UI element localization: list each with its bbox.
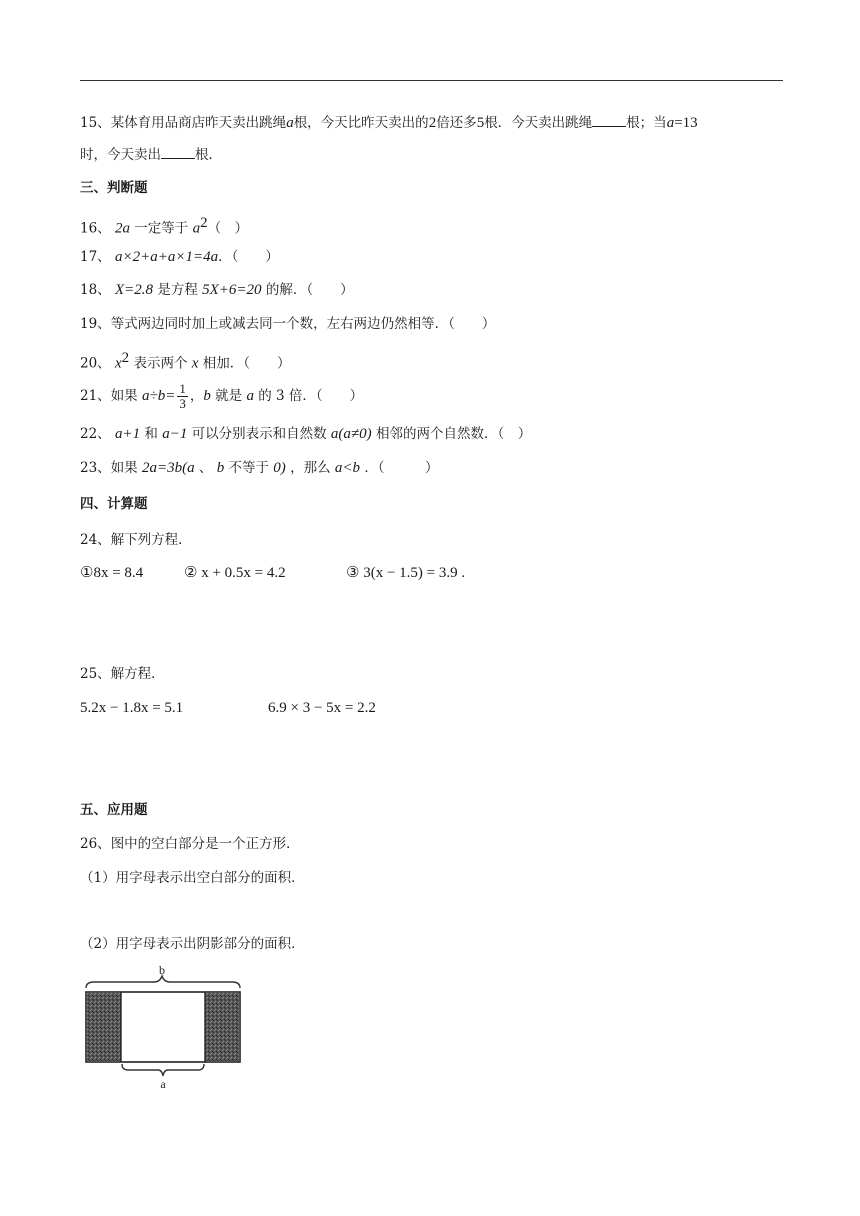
math-var: a: [246, 388, 254, 404]
math-expr: a<b: [334, 460, 361, 476]
sub-question-1: （1）用字母表示出空白部分的面积．: [80, 870, 305, 886]
question-number: 23、: [80, 460, 111, 476]
text: 如果: [110, 388, 138, 404]
text: ，: [189, 388, 204, 404]
answer-paren[interactable]: 的解．（ ）: [265, 282, 354, 298]
section-title: 三、判断题: [80, 180, 148, 196]
math-var: x: [114, 355, 122, 372]
text: 、: [198, 460, 213, 476]
math-expr: 2a=3b(a: [141, 460, 195, 476]
right-shaded-region: [205, 993, 239, 1061]
question-number: 22、: [80, 426, 111, 442]
value: =13: [674, 115, 698, 131]
question-number: 15、: [80, 115, 111, 131]
question-number: 26、: [80, 836, 111, 852]
question-22: [80, 424, 531, 444]
sub-question-2: （2）用字母表示出阴影部分的面积．: [80, 936, 305, 952]
math-expr: 0): [273, 460, 286, 476]
question-21: [80, 378, 363, 414]
question-number: 20、: [80, 355, 111, 372]
answer-paren[interactable]: 的 3 倍．（ ）: [258, 388, 364, 404]
question-number: 21、: [80, 388, 111, 404]
question-16: [80, 213, 248, 239]
var-a: a: [286, 115, 294, 131]
label-b: b: [159, 966, 165, 977]
question-24: [80, 530, 192, 550]
label-a: a: [160, 1077, 166, 1091]
math-expr: a(a≠0): [330, 426, 372, 442]
denominator: 3: [179, 396, 186, 411]
left-shaded-region: [87, 993, 121, 1061]
text: 和: [144, 426, 158, 442]
equation: 5.2x − 1.8x = 5.1: [80, 700, 184, 716]
square-rectangle-figure: [82, 966, 246, 1092]
math-var: b: [203, 388, 211, 404]
section-title: 四、计算题: [80, 496, 148, 512]
text: 时，今天卖出: [80, 147, 161, 163]
text: 不等于: [228, 460, 269, 476]
question-15-line1: [80, 112, 698, 133]
answer-paren[interactable]: ．（ ）: [364, 460, 439, 476]
question-23: [80, 458, 439, 478]
header-rule: [80, 80, 783, 81]
math-expr: 2a: [114, 220, 130, 237]
math-expr: 5X+6=20: [202, 282, 262, 298]
text: 是方程: [157, 282, 198, 298]
question-20: [80, 348, 290, 374]
exponent: 2: [200, 215, 208, 231]
question-number: 24、: [80, 532, 111, 548]
math-var: a: [192, 220, 201, 237]
text: 某体育用品商店昨天卖出跳绳: [110, 115, 287, 131]
text: 根，今天比昨天卖出的: [293, 115, 429, 131]
equation: ② x + 0.5x = 4.2: [184, 565, 286, 581]
question-15-line2: [80, 144, 222, 165]
math-expr: a+1: [114, 426, 141, 442]
number: 2: [428, 115, 437, 131]
equation: ③ 3(x − 1.5) = 3.9 .: [346, 565, 466, 581]
exponent: 2: [121, 350, 130, 366]
answer-paren[interactable]: （ ）: [207, 220, 249, 237]
text: 解方程．: [110, 666, 165, 682]
text: 根．: [195, 147, 222, 163]
question-number: 25、: [80, 666, 111, 682]
equation: 6.9 × 3 − 5x = 2.2: [268, 700, 376, 716]
answer-paren[interactable]: ．（ ）: [218, 249, 279, 265]
figure-svg: [82, 966, 246, 1092]
numerator: 1: [179, 381, 186, 396]
text: 可以分别表示和自然数: [191, 426, 327, 442]
question-19: [80, 314, 495, 334]
text: 解下列方程．: [110, 532, 192, 548]
question-26: [80, 834, 300, 854]
var-a: a: [666, 115, 675, 131]
math-var: x: [191, 355, 199, 372]
question-number: 16、: [80, 220, 111, 237]
text: 表示两个: [133, 355, 188, 372]
math-var: b: [216, 460, 225, 476]
question-18: [80, 280, 354, 300]
question-17: [80, 247, 279, 267]
answer-blank[interactable]: [161, 144, 195, 159]
text: 图中的空白部分是一个正方形．: [110, 836, 300, 852]
math-expr: X=2.8: [114, 282, 154, 298]
question-number: 18、: [80, 282, 111, 298]
text: 根；当: [626, 115, 667, 131]
text: ，那么: [290, 460, 331, 476]
math-expr: a−1: [162, 426, 188, 442]
text: 根．今天卖出跳绳: [484, 115, 593, 131]
fraction: [177, 382, 188, 411]
number: 5: [476, 115, 485, 131]
bottom-brace: [122, 1064, 204, 1076]
text: 如果: [110, 460, 138, 476]
question-25: [80, 664, 165, 684]
text: 就是: [215, 388, 243, 404]
answer-paren[interactable]: 相加．（ ）: [202, 355, 291, 372]
equation: ①8x = 8.4: [80, 565, 144, 581]
answer-blank[interactable]: [592, 112, 626, 127]
section-title: 五、应用题: [80, 802, 148, 818]
question-number: 17、: [80, 249, 111, 265]
math-expr: a×2+a+a×1=4a: [114, 249, 219, 265]
answer-paren[interactable]: 相邻的两个自然数．（ ）: [375, 426, 532, 442]
text: 等式两边同时加上或减去同一个数，左右两边仍然相等．（ ）: [110, 316, 496, 332]
text: 一定等于: [134, 220, 189, 237]
math-expr: a÷b=: [141, 388, 176, 404]
top-brace: [86, 976, 240, 988]
question-number: 19、: [80, 316, 111, 332]
text: 倍还多: [436, 115, 477, 131]
